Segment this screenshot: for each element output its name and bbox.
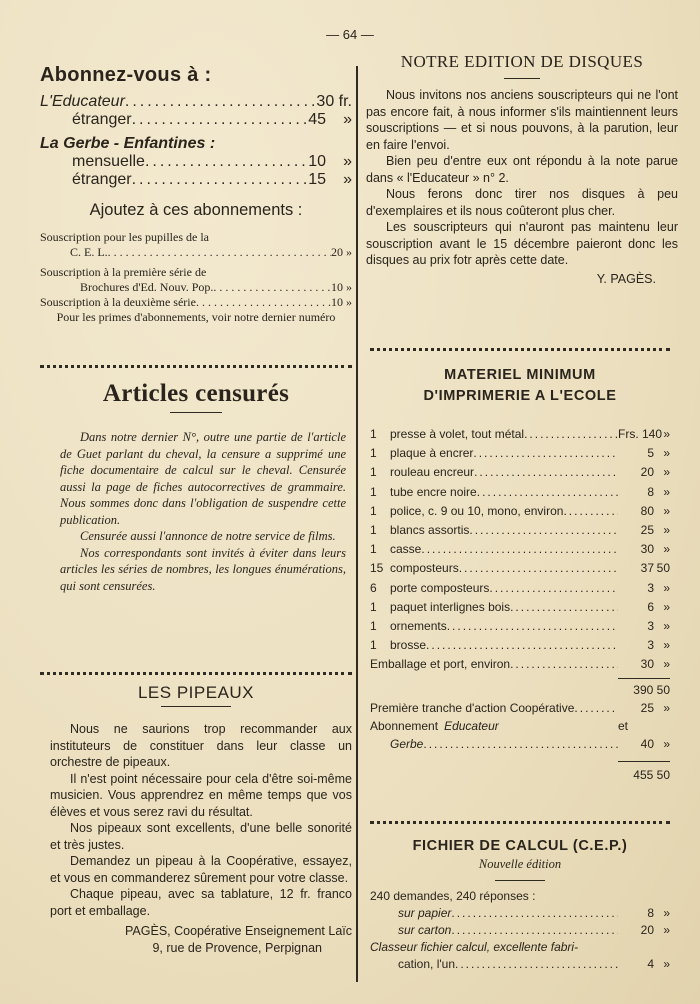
item-name: plaque à encrer [390, 446, 474, 461]
item-qty: 1 [370, 542, 377, 557]
materiel-item [370, 446, 670, 465]
item-price: 3 [647, 580, 654, 595]
censored-paragraph: Nos correspondants sont invités à éviter dans leurs articles les séries de nombres, les longues énumérations, qui sont censurées. [60, 545, 346, 593]
educateur-row [40, 93, 352, 111]
pipeaux-paragraph: Nos pipeaux sont excellents, d'une belle sonorité et très justes. [50, 821, 352, 852]
item-qty: 1 [370, 427, 377, 441]
materiel-item [370, 600, 670, 619]
educateur-label: L'Educateur [40, 93, 125, 110]
censored-title: Articles censurés [102, 380, 290, 407]
item-name: presse à volet, tout métal [390, 427, 525, 441]
currency-mark: » [343, 153, 352, 170]
item-mark: » [663, 542, 670, 557]
item-price: 3 [647, 638, 654, 653]
item-price: 37 [640, 561, 654, 576]
materiel-item [370, 542, 670, 561]
item-mark: » [663, 599, 670, 614]
subscription-items [40, 230, 352, 325]
subscribe-section [40, 64, 352, 325]
fichier-line: 240 demandes, 240 réponses : [370, 889, 536, 903]
item-name: rouleau encreur [390, 465, 475, 480]
materiel-title-line1: MATERIEL MINIMUM [444, 367, 596, 383]
separator [370, 821, 670, 824]
item-qty: 1 [370, 522, 377, 537]
fichier-section [370, 836, 670, 974]
item-price: 6 [647, 599, 654, 614]
materiel-section [370, 365, 670, 788]
materiel-title-line2: D'IMPRIMERIE A L'ECOLE [423, 388, 617, 404]
disques-body [366, 87, 678, 269]
censored-section [40, 380, 352, 594]
materiel-item [370, 427, 670, 446]
pipeaux-paragraph: Nous ne saurions trop recommander aux instituteurs de constituer dans leur classe un orchestre de pipeaux. [50, 722, 352, 769]
separator [40, 365, 352, 368]
disques-paragraph: Nous invitons nos anciens souscripteurs qui ne l'ont pas encore fait, à nous informer s'ils maintiennent leurs souscriptions — et si nous pouvons, à la parution, leur en faire l'envoi. [366, 88, 678, 152]
materiel-item [370, 581, 670, 600]
subscribe-note: Pour les primes d'abonnements, voir notre dernier numéro [56, 310, 336, 324]
pipeaux-paragraph: Demandez un pipeau à la Coopérative, essayez, et vous en commanderez sûrement pour votre classe. [50, 854, 352, 885]
fichier-list [370, 889, 670, 974]
materiel-extra [370, 657, 670, 788]
materiel-item [370, 465, 670, 484]
item-name: brosse [390, 638, 427, 653]
total-row [370, 762, 670, 788]
item-price: 30 [640, 542, 654, 557]
item-qty: 6 [370, 580, 377, 595]
item-name: porte composteurs [390, 580, 490, 595]
item-mark: 50 [656, 561, 670, 576]
gerbe-mensuelle-label: mensuelle [72, 153, 145, 170]
fichier-title: FICHIER DE CALCUL (C.E.P.) [412, 838, 628, 854]
item-mark: » [663, 638, 670, 653]
tranche-row: Première tranche d'action Coopérative ..... 25 » [370, 701, 670, 719]
educateur-etranger-row [72, 111, 352, 129]
item-name: police, c. 9 ou 10, mono, environ [390, 503, 564, 518]
educateur-etranger-price: 45 [308, 111, 326, 128]
materiel-item [370, 638, 670, 657]
pipeaux-signature: PAGÈS, Coopérative Enseignement Laïc 9, rue de Provence, Perpignan [125, 924, 352, 955]
censored-paragraph: Censurée aussi l'annonce de notre service de films. [80, 529, 336, 543]
classeur-row: cation, l'un ..... 4 » [370, 957, 670, 974]
subscribe-title: Abonnez-vous à : [40, 64, 212, 86]
subscription-item: Souscription à la deuxième série ..... 10 » [40, 295, 352, 310]
item-name: paquet interlignes bois [390, 599, 511, 614]
item-name: casse [390, 542, 422, 557]
gerbe-row: Gerbe ..... 40 » [370, 737, 670, 755]
gerbe-mensuelle-row [72, 153, 352, 171]
item-qty: 1 [370, 599, 377, 614]
pipeaux-section [40, 683, 352, 956]
item-mark: » [663, 618, 670, 633]
papier-row: sur papier ..... 8 » [370, 906, 670, 923]
item-price: 80 [640, 503, 654, 518]
gerbe-etranger-row [72, 171, 352, 189]
add-subscriptions-title: Ajoutez à ces abonnements : [89, 201, 303, 219]
materiel-item [370, 485, 670, 504]
item-qty: 1 [370, 446, 377, 461]
materiel-item [370, 523, 670, 542]
censored-paragraph: Dans notre dernier N°, outre une partie de l'article de Guet parlant du cheval, la censure a supprimé une fiche documentaire de calcul sur le cheval. Censurée aussi la page de fiches autocorrectives de grammaire. Nous sommes donc dans l'obligation de suspendre cette publication. [60, 430, 346, 527]
emballage-row: Emballage et port, environ ..... 30 » [370, 657, 670, 676]
item-price: 3 [647, 618, 654, 633]
item-qty: 1 [370, 465, 377, 480]
column-divider [356, 66, 358, 982]
pipeaux-title: LES PIPEAUX [137, 683, 255, 702]
educateur-etranger-label: étranger [72, 111, 132, 128]
item-price: 8 [647, 484, 654, 499]
currency-mark: » [343, 111, 352, 128]
gerbe-etranger-label: étranger [72, 171, 132, 188]
subtotal-row [370, 679, 670, 701]
gerbe-etranger-price: 15 [308, 171, 326, 188]
item-name: tube encre noire [390, 484, 477, 499]
item-qty: 1 [370, 618, 377, 633]
disques-paragraph: Les souscripteurs qui n'auront pas maintenu leur souscription avant le 15 décembre paieront donc les disques au prix fotr après cette date. [366, 220, 678, 267]
materiel-item [370, 619, 670, 638]
item-mark: » [663, 484, 670, 499]
subscription-item: Souscription pour les pupilles de la C. E. L. ..... 20 » [40, 230, 352, 260]
item-mark: » [663, 580, 670, 595]
disques-paragraph: Bien peu d'entre eux ont répondu à la note parue dans « l'Educateur » n° 2. [366, 154, 678, 185]
total: 455 50 [633, 768, 670, 783]
item-qty: 1 [370, 638, 377, 653]
item-price: 25 [640, 522, 654, 537]
pipeaux-paragraph: Il n'est point nécessaire pour cela d'être soi-même musicien. Vous apprendrez en même temps que vos élèves et vous serez ravi du résultat. [50, 771, 352, 819]
item-qty: 1 [370, 503, 377, 518]
materiel-list [370, 427, 670, 657]
classeur-line1: Classeur fichier calcul, excellente fabri- [370, 940, 579, 954]
materiel-item [370, 561, 670, 580]
gerbe-mensuelle-price: 10 [308, 153, 326, 170]
item-mark: » [663, 522, 670, 537]
item-price: 20 [640, 465, 654, 480]
subscription-item: Souscription à la première série de Brochures d'Ed. Nouv. Pop. ..... 10 » [40, 265, 352, 295]
item-qty: 1 [370, 484, 377, 499]
item-name: ornements [390, 618, 447, 633]
item-price: 5 [647, 446, 654, 461]
separator [40, 672, 352, 675]
item-price: Frs. 140 [618, 427, 663, 441]
page-number: — 64 — [326, 27, 374, 42]
item-qty: 15 [370, 561, 384, 576]
educateur-price: 30 fr. [316, 93, 352, 110]
materiel-item [370, 504, 670, 523]
item-mark: » [663, 503, 670, 518]
item-name: composteurs [390, 561, 459, 576]
disques-signature: Y. PAGÈS. [596, 271, 656, 286]
disques-section [366, 52, 678, 287]
item-mark: » [663, 427, 670, 441]
currency-mark: » [343, 171, 352, 188]
disques-title: NOTRE EDITION DE DISQUES [400, 52, 644, 71]
pipeaux-body [40, 721, 352, 919]
gerbe-label: La Gerbe - Enfantines : [40, 135, 216, 152]
pipeaux-paragraph: Chaque pipeau, avec sa tablature, 12 fr. franco port et emballage. [50, 887, 352, 918]
fichier-subtitle: Nouvelle édition [478, 857, 562, 871]
item-mark: » [663, 465, 670, 480]
carton-row: sur carton ..... 20 » [370, 923, 670, 940]
item-name: blancs assortis [390, 522, 470, 537]
item-mark: » [663, 446, 670, 461]
separator [370, 348, 670, 351]
abonnement-row: Abonnement Educateur et [370, 719, 628, 734]
subtotal: 390 50 [633, 683, 670, 698]
disques-paragraph: Nous ferons donc tirer nos disques à peu d'exemplaires et ils nous coûteront plus cher. [366, 187, 678, 218]
censored-body [40, 429, 352, 594]
